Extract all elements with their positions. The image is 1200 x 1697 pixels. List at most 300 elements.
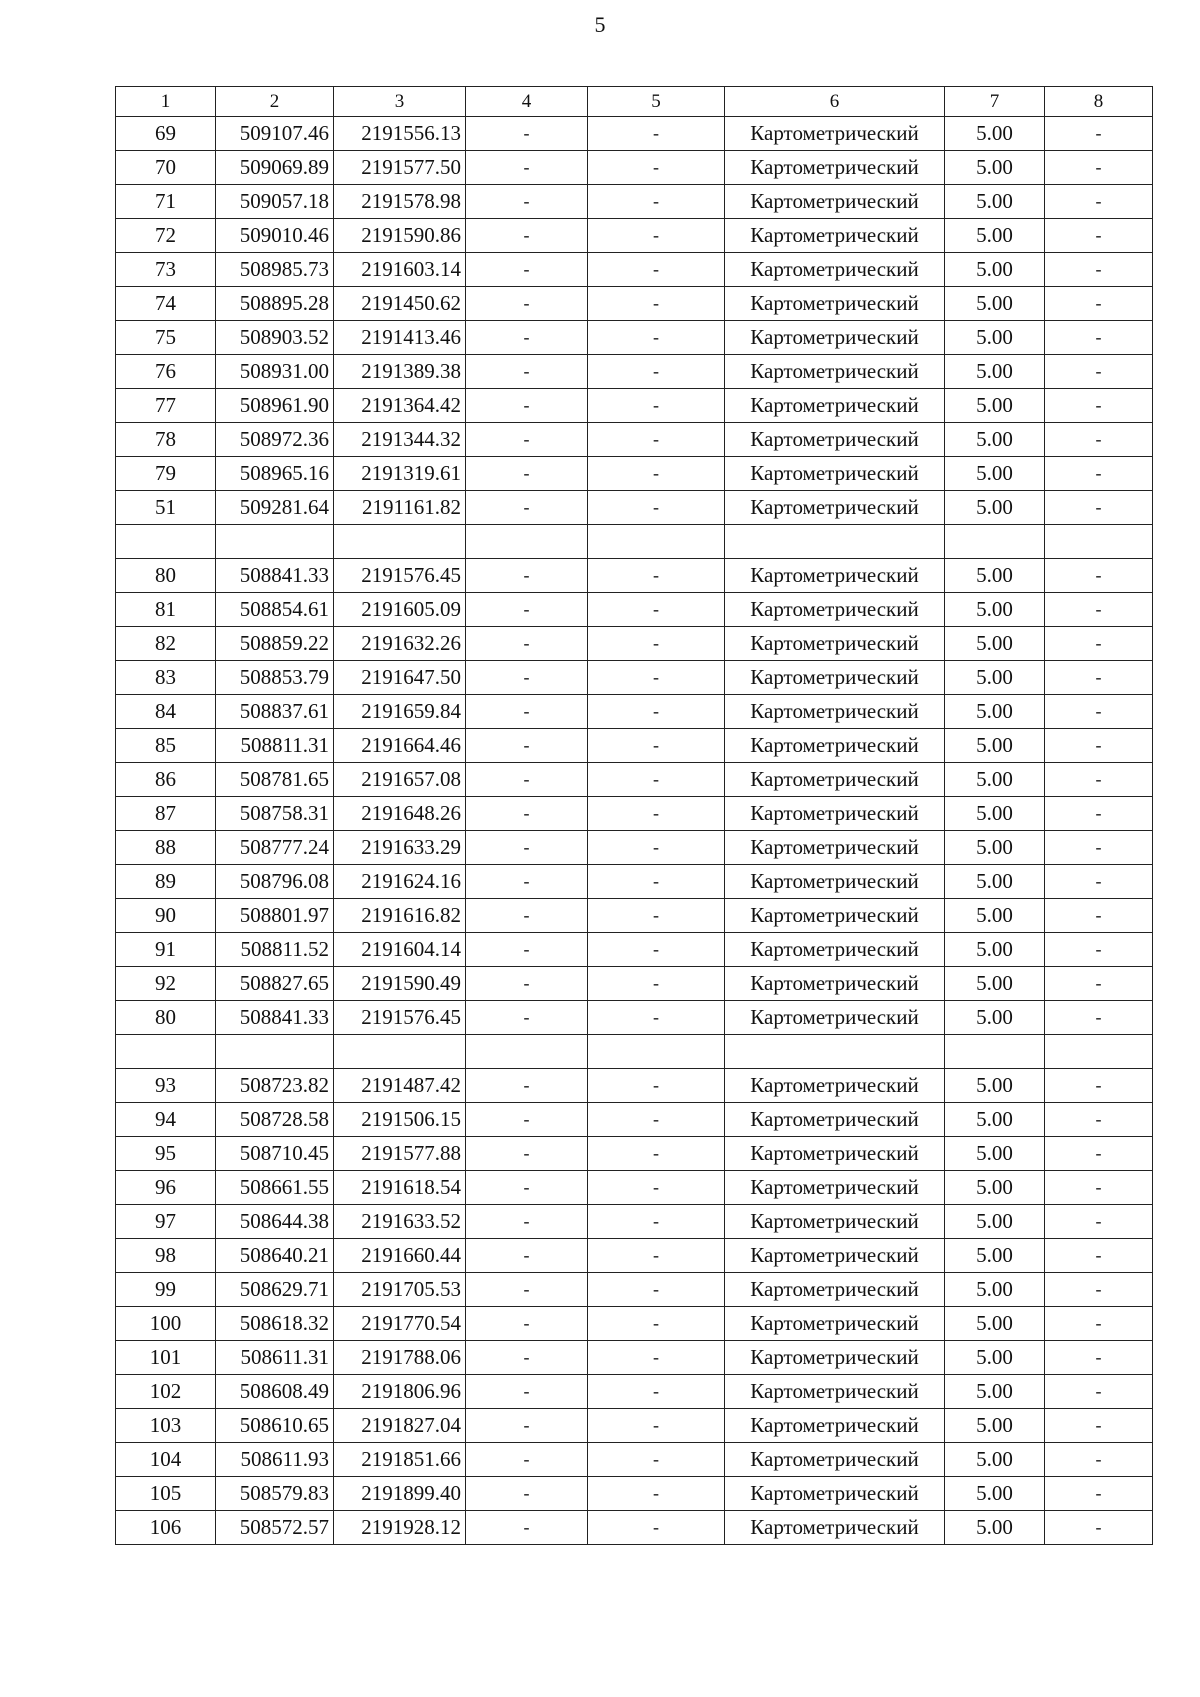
- cell-col-5: -: [588, 423, 725, 457]
- cell-col-8: -: [1045, 1341, 1153, 1375]
- cell-accuracy: 5.00: [945, 321, 1045, 355]
- cell-col-4: -: [466, 967, 588, 1001]
- cell-x-coordinate: 508611.31: [216, 1341, 334, 1375]
- cell-col-5: -: [588, 1137, 725, 1171]
- cell-method: Картометрический: [725, 1409, 945, 1443]
- table-row: [116, 831, 1153, 865]
- table-row: [116, 457, 1153, 491]
- cell-y-coordinate: 2191577.88: [334, 1137, 466, 1171]
- cell-col-4: -: [466, 1409, 588, 1443]
- cell-accuracy: 5.00: [945, 1273, 1045, 1307]
- cell-y-coordinate: [334, 525, 466, 559]
- cell-x-coordinate: 508579.83: [216, 1477, 334, 1511]
- cell-y-coordinate: 2191616.82: [334, 899, 466, 933]
- cell-accuracy: 5.00: [945, 1409, 1045, 1443]
- cell-col-8: -: [1045, 1477, 1153, 1511]
- cell-point-number: 97: [116, 1205, 216, 1239]
- cell-accuracy: 5.00: [945, 831, 1045, 865]
- cell-col-5: -: [588, 1477, 725, 1511]
- cell-method: Картометрический: [725, 1273, 945, 1307]
- table-row: [116, 1409, 1153, 1443]
- cell-x-coordinate: [216, 525, 334, 559]
- cell-accuracy: 5.00: [945, 1001, 1045, 1035]
- cell-x-coordinate: 508710.45: [216, 1137, 334, 1171]
- table-row: [116, 1137, 1153, 1171]
- cell-col-8: -: [1045, 593, 1153, 627]
- cell-col-8: [1045, 525, 1153, 559]
- cell-method: Картометрический: [725, 559, 945, 593]
- cell-x-coordinate: 509069.89: [216, 151, 334, 185]
- cell-x-coordinate: 508608.49: [216, 1375, 334, 1409]
- table-row: [116, 729, 1153, 763]
- cell-y-coordinate: 2191487.42: [334, 1069, 466, 1103]
- cell-y-coordinate: 2191389.38: [334, 355, 466, 389]
- cell-col-4: -: [466, 729, 588, 763]
- cell-point-number: 94: [116, 1103, 216, 1137]
- cell-col-5: -: [588, 185, 725, 219]
- cell-method: Картометрический: [725, 729, 945, 763]
- cell-method: Картометрический: [725, 287, 945, 321]
- cell-col-5: -: [588, 1103, 725, 1137]
- cell-x-coordinate: 508629.71: [216, 1273, 334, 1307]
- cell-col-4: -: [466, 899, 588, 933]
- cell-x-coordinate: 508841.33: [216, 1001, 334, 1035]
- cell-accuracy: 5.00: [945, 355, 1045, 389]
- cell-point-number: 92: [116, 967, 216, 1001]
- cell-col-4: -: [466, 1307, 588, 1341]
- cell-y-coordinate: 2191632.26: [334, 627, 466, 661]
- cell-col-5: -: [588, 967, 725, 1001]
- cell-x-coordinate: [216, 1035, 334, 1069]
- cell-col-4: -: [466, 661, 588, 695]
- cell-accuracy: 5.00: [945, 695, 1045, 729]
- cell-accuracy: 5.00: [945, 219, 1045, 253]
- cell-col-8: -: [1045, 1069, 1153, 1103]
- cell-method: Картометрический: [725, 151, 945, 185]
- cell-y-coordinate: 2191648.26: [334, 797, 466, 831]
- table-row: [116, 1307, 1153, 1341]
- cell-point-number: 90: [116, 899, 216, 933]
- cell-point-number: 72: [116, 219, 216, 253]
- cell-y-coordinate: 2191827.04: [334, 1409, 466, 1443]
- cell-y-coordinate: 2191506.15: [334, 1103, 466, 1137]
- cell-accuracy: 5.00: [945, 661, 1045, 695]
- cell-method: Картометрический: [725, 185, 945, 219]
- cell-col-8: -: [1045, 1205, 1153, 1239]
- cell-x-coordinate: 508661.55: [216, 1171, 334, 1205]
- cell-col-4: -: [466, 457, 588, 491]
- cell-col-5: -: [588, 457, 725, 491]
- cell-x-coordinate: 508723.82: [216, 1069, 334, 1103]
- cell-x-coordinate: 508796.08: [216, 865, 334, 899]
- cell-col-4: -: [466, 151, 588, 185]
- table-row: [116, 661, 1153, 695]
- column-header-5: 5: [588, 87, 725, 117]
- cell-accuracy: 5.00: [945, 1307, 1045, 1341]
- cell-x-coordinate: 508854.61: [216, 593, 334, 627]
- cell-y-coordinate: 2191664.46: [334, 729, 466, 763]
- cell-point-number: 81: [116, 593, 216, 627]
- cell-col-8: -: [1045, 1103, 1153, 1137]
- cell-col-8: -: [1045, 627, 1153, 661]
- cell-point-number: 79: [116, 457, 216, 491]
- cell-x-coordinate: 508777.24: [216, 831, 334, 865]
- column-header-7: 7: [945, 87, 1045, 117]
- cell-col-8: -: [1045, 1409, 1153, 1443]
- cell-accuracy: 5.00: [945, 1477, 1045, 1511]
- cell-x-coordinate: 508841.33: [216, 559, 334, 593]
- cell-point-number: 76: [116, 355, 216, 389]
- cell-point-number: 80: [116, 559, 216, 593]
- cell-col-5: -: [588, 1511, 725, 1545]
- table-row: [116, 1341, 1153, 1375]
- cell-col-5: -: [588, 1171, 725, 1205]
- cell-col-4: -: [466, 763, 588, 797]
- cell-method: Картометрический: [725, 1443, 945, 1477]
- cell-y-coordinate: 2191364.42: [334, 389, 466, 423]
- table-row: [116, 423, 1153, 457]
- cell-col-8: -: [1045, 423, 1153, 457]
- cell-accuracy: 5.00: [945, 151, 1045, 185]
- cell-col-5: -: [588, 1205, 725, 1239]
- cell-method: Картометрический: [725, 1205, 945, 1239]
- table-row: [116, 1205, 1153, 1239]
- cell-col-5: -: [588, 627, 725, 661]
- cell-col-4: -: [466, 1273, 588, 1307]
- cell-y-coordinate: 2191577.50: [334, 151, 466, 185]
- cell-col-5: -: [588, 559, 725, 593]
- cell-col-4: -: [466, 1477, 588, 1511]
- coordinates-table: [115, 86, 1153, 1545]
- cell-col-8: -: [1045, 899, 1153, 933]
- cell-method: Картометрический: [725, 219, 945, 253]
- cell-point-number: 98: [116, 1239, 216, 1273]
- cell-point-number: 83: [116, 661, 216, 695]
- table-row: [116, 593, 1153, 627]
- cell-y-coordinate: 2191657.08: [334, 763, 466, 797]
- table-row: [116, 117, 1153, 151]
- cell-y-coordinate: 2191450.62: [334, 287, 466, 321]
- cell-y-coordinate: 2191788.06: [334, 1341, 466, 1375]
- cell-col-8: -: [1045, 287, 1153, 321]
- cell-point-number: 91: [116, 933, 216, 967]
- cell-col-5: -: [588, 1273, 725, 1307]
- cell-col-4: [466, 1035, 588, 1069]
- cell-x-coordinate: 508572.57: [216, 1511, 334, 1545]
- cell-x-coordinate: 508611.93: [216, 1443, 334, 1477]
- cell-col-4: -: [466, 1137, 588, 1171]
- cell-y-coordinate: 2191590.86: [334, 219, 466, 253]
- cell-point-number: 85: [116, 729, 216, 763]
- cell-y-coordinate: 2191605.09: [334, 593, 466, 627]
- cell-accuracy: 5.00: [945, 185, 1045, 219]
- cell-col-5: -: [588, 1307, 725, 1341]
- cell-col-5: [588, 1035, 725, 1069]
- cell-col-5: -: [588, 219, 725, 253]
- cell-y-coordinate: 2191556.13: [334, 117, 466, 151]
- cell-point-number: 75: [116, 321, 216, 355]
- table-row: [116, 797, 1153, 831]
- cell-y-coordinate: 2191770.54: [334, 1307, 466, 1341]
- cell-x-coordinate: 508610.65: [216, 1409, 334, 1443]
- cell-accuracy: 5.00: [945, 423, 1045, 457]
- cell-col-8: -: [1045, 865, 1153, 899]
- cell-col-8: -: [1045, 253, 1153, 287]
- table-row: [116, 1477, 1153, 1511]
- cell-method: [725, 525, 945, 559]
- cell-method: Картометрический: [725, 1341, 945, 1375]
- cell-col-4: -: [466, 219, 588, 253]
- cell-col-4: -: [466, 1205, 588, 1239]
- cell-col-4: -: [466, 253, 588, 287]
- table-row: [116, 151, 1153, 185]
- cell-col-5: -: [588, 865, 725, 899]
- cell-col-4: -: [466, 933, 588, 967]
- table-row: [116, 1273, 1153, 1307]
- cell-method: Картометрический: [725, 933, 945, 967]
- cell-accuracy: 5.00: [945, 967, 1045, 1001]
- cell-accuracy: 5.00: [945, 865, 1045, 899]
- cell-x-coordinate: 508618.32: [216, 1307, 334, 1341]
- cell-x-coordinate: 509010.46: [216, 219, 334, 253]
- cell-col-4: -: [466, 491, 588, 525]
- cell-col-5: -: [588, 321, 725, 355]
- cell-y-coordinate: 2191659.84: [334, 695, 466, 729]
- cell-col-4: -: [466, 1443, 588, 1477]
- table-row: [116, 899, 1153, 933]
- cell-method: Картометрический: [725, 253, 945, 287]
- cell-x-coordinate: 508758.31: [216, 797, 334, 831]
- cell-y-coordinate: 2191344.32: [334, 423, 466, 457]
- cell-y-coordinate: 2191578.98: [334, 185, 466, 219]
- cell-method: [725, 1035, 945, 1069]
- cell-x-coordinate: 508644.38: [216, 1205, 334, 1239]
- cell-method: Картометрический: [725, 865, 945, 899]
- cell-accuracy: 5.00: [945, 627, 1045, 661]
- cell-accuracy: 5.00: [945, 1069, 1045, 1103]
- table-row: [116, 525, 1153, 559]
- cell-method: Картометрический: [725, 1307, 945, 1341]
- cell-x-coordinate: 508781.65: [216, 763, 334, 797]
- cell-col-5: -: [588, 1375, 725, 1409]
- cell-y-coordinate: 2191705.53: [334, 1273, 466, 1307]
- cell-col-4: -: [466, 321, 588, 355]
- cell-col-8: -: [1045, 389, 1153, 423]
- cell-point-number: 104: [116, 1443, 216, 1477]
- cell-col-4: [466, 525, 588, 559]
- cell-point-number: 99: [116, 1273, 216, 1307]
- cell-col-8: -: [1045, 1239, 1153, 1273]
- cell-col-8: [1045, 1035, 1153, 1069]
- cell-col-8: -: [1045, 117, 1153, 151]
- cell-point-number: 70: [116, 151, 216, 185]
- table-row: [116, 559, 1153, 593]
- cell-method: Картометрический: [725, 763, 945, 797]
- cell-point-number: 71: [116, 185, 216, 219]
- column-header-6: 6: [725, 87, 945, 117]
- cell-accuracy: 5.00: [945, 389, 1045, 423]
- cell-point-number: 101: [116, 1341, 216, 1375]
- table-row: [116, 763, 1153, 797]
- table-row: [116, 1069, 1153, 1103]
- cell-col-5: -: [588, 661, 725, 695]
- cell-point-number: 105: [116, 1477, 216, 1511]
- cell-col-4: -: [466, 593, 588, 627]
- cell-x-coordinate: 509107.46: [216, 117, 334, 151]
- table-row: [116, 321, 1153, 355]
- cell-accuracy: 5.00: [945, 933, 1045, 967]
- cell-method: Картометрический: [725, 1069, 945, 1103]
- cell-col-5: -: [588, 593, 725, 627]
- cell-y-coordinate: 2191576.45: [334, 1001, 466, 1035]
- cell-point-number: 69: [116, 117, 216, 151]
- cell-col-4: -: [466, 865, 588, 899]
- column-header-2: 2: [216, 87, 334, 117]
- cell-x-coordinate: 508903.52: [216, 321, 334, 355]
- cell-point-number: [116, 1035, 216, 1069]
- table-row: [116, 355, 1153, 389]
- cell-col-8: -: [1045, 185, 1153, 219]
- cell-col-5: -: [588, 491, 725, 525]
- cell-point-number: 93: [116, 1069, 216, 1103]
- cell-col-8: -: [1045, 1273, 1153, 1307]
- cell-method: Картометрический: [725, 389, 945, 423]
- cell-y-coordinate: 2191633.52: [334, 1205, 466, 1239]
- cell-x-coordinate: 508853.79: [216, 661, 334, 695]
- column-header-8: 8: [1045, 87, 1153, 117]
- cell-x-coordinate: 508801.97: [216, 899, 334, 933]
- cell-col-5: -: [588, 1001, 725, 1035]
- cell-point-number: 95: [116, 1137, 216, 1171]
- table-row: [116, 1035, 1153, 1069]
- cell-method: Картометрический: [725, 423, 945, 457]
- cell-col-4: -: [466, 423, 588, 457]
- cell-col-8: -: [1045, 763, 1153, 797]
- cell-accuracy: 5.00: [945, 729, 1045, 763]
- cell-accuracy: 5.00: [945, 1137, 1045, 1171]
- table-row: [116, 627, 1153, 661]
- cell-y-coordinate: 2191633.29: [334, 831, 466, 865]
- cell-col-5: -: [588, 695, 725, 729]
- cell-point-number: 74: [116, 287, 216, 321]
- column-header-1: 1: [116, 87, 216, 117]
- cell-col-8: -: [1045, 559, 1153, 593]
- cell-col-4: -: [466, 1171, 588, 1205]
- cell-x-coordinate: 508961.90: [216, 389, 334, 423]
- table-row: [116, 185, 1153, 219]
- cell-col-5: -: [588, 933, 725, 967]
- cell-x-coordinate: 508728.58: [216, 1103, 334, 1137]
- cell-point-number: 84: [116, 695, 216, 729]
- cell-method: Картометрический: [725, 355, 945, 389]
- cell-col-5: -: [588, 729, 725, 763]
- cell-method: Картометрический: [725, 1001, 945, 1035]
- cell-col-8: -: [1045, 1375, 1153, 1409]
- page-number: 5: [594, 12, 606, 37]
- cell-col-5: -: [588, 1069, 725, 1103]
- cell-col-8: -: [1045, 491, 1153, 525]
- cell-accuracy: 5.00: [945, 763, 1045, 797]
- cell-accuracy: 5.00: [945, 559, 1045, 593]
- table-row: [116, 253, 1153, 287]
- cell-point-number: [116, 525, 216, 559]
- cell-y-coordinate: 2191413.46: [334, 321, 466, 355]
- cell-method: Картометрический: [725, 457, 945, 491]
- table-row: [116, 219, 1153, 253]
- cell-accuracy: 5.00: [945, 797, 1045, 831]
- cell-point-number: 103: [116, 1409, 216, 1443]
- cell-accuracy: 5.00: [945, 253, 1045, 287]
- cell-point-number: 89: [116, 865, 216, 899]
- cell-accuracy: 5.00: [945, 1341, 1045, 1375]
- cell-point-number: 73: [116, 253, 216, 287]
- cell-col-8: -: [1045, 1443, 1153, 1477]
- cell-point-number: 78: [116, 423, 216, 457]
- cell-method: Картометрический: [725, 797, 945, 831]
- cell-y-coordinate: 2191928.12: [334, 1511, 466, 1545]
- cell-col-8: -: [1045, 831, 1153, 865]
- table-row: [116, 1443, 1153, 1477]
- cell-method: Картометрический: [725, 117, 945, 151]
- table-row: [116, 1239, 1153, 1273]
- cell-col-5: -: [588, 355, 725, 389]
- cell-point-number: 86: [116, 763, 216, 797]
- cell-method: Картометрический: [725, 967, 945, 1001]
- cell-method: Картометрический: [725, 1511, 945, 1545]
- cell-col-5: -: [588, 1443, 725, 1477]
- cell-method: Картометрический: [725, 627, 945, 661]
- cell-col-4: -: [466, 1103, 588, 1137]
- cell-y-coordinate: [334, 1035, 466, 1069]
- cell-col-4: -: [466, 1341, 588, 1375]
- cell-method: Картометрический: [725, 1477, 945, 1511]
- cell-col-8: -: [1045, 797, 1153, 831]
- cell-x-coordinate: 508895.28: [216, 287, 334, 321]
- cell-y-coordinate: 2191647.50: [334, 661, 466, 695]
- cell-point-number: 106: [116, 1511, 216, 1545]
- cell-col-5: -: [588, 1409, 725, 1443]
- cell-col-8: -: [1045, 1001, 1153, 1035]
- cell-y-coordinate: 2191590.49: [334, 967, 466, 1001]
- cell-col-5: -: [588, 287, 725, 321]
- cell-y-coordinate: 2191604.14: [334, 933, 466, 967]
- cell-method: Картометрический: [725, 593, 945, 627]
- cell-col-5: -: [588, 899, 725, 933]
- cell-col-8: -: [1045, 321, 1153, 355]
- cell-col-4: -: [466, 559, 588, 593]
- cell-col-4: -: [466, 389, 588, 423]
- cell-col-5: -: [588, 253, 725, 287]
- cell-point-number: 100: [116, 1307, 216, 1341]
- table-body: [116, 117, 1153, 1545]
- table-row: [116, 1103, 1153, 1137]
- cell-method: Картометрический: [725, 661, 945, 695]
- cell-col-8: -: [1045, 1137, 1153, 1171]
- cell-col-5: -: [588, 151, 725, 185]
- cell-accuracy: 5.00: [945, 899, 1045, 933]
- cell-accuracy: 5.00: [945, 1239, 1045, 1273]
- cell-col-4: -: [466, 287, 588, 321]
- cell-col-8: -: [1045, 355, 1153, 389]
- cell-method: Картометрический: [725, 1239, 945, 1273]
- cell-col-8: -: [1045, 1307, 1153, 1341]
- cell-col-4: -: [466, 185, 588, 219]
- cell-accuracy: 5.00: [945, 457, 1045, 491]
- cell-y-coordinate: 2191161.82: [334, 491, 466, 525]
- cell-col-8: -: [1045, 457, 1153, 491]
- column-header-4: 4: [466, 87, 588, 117]
- cell-x-coordinate: 508640.21: [216, 1239, 334, 1273]
